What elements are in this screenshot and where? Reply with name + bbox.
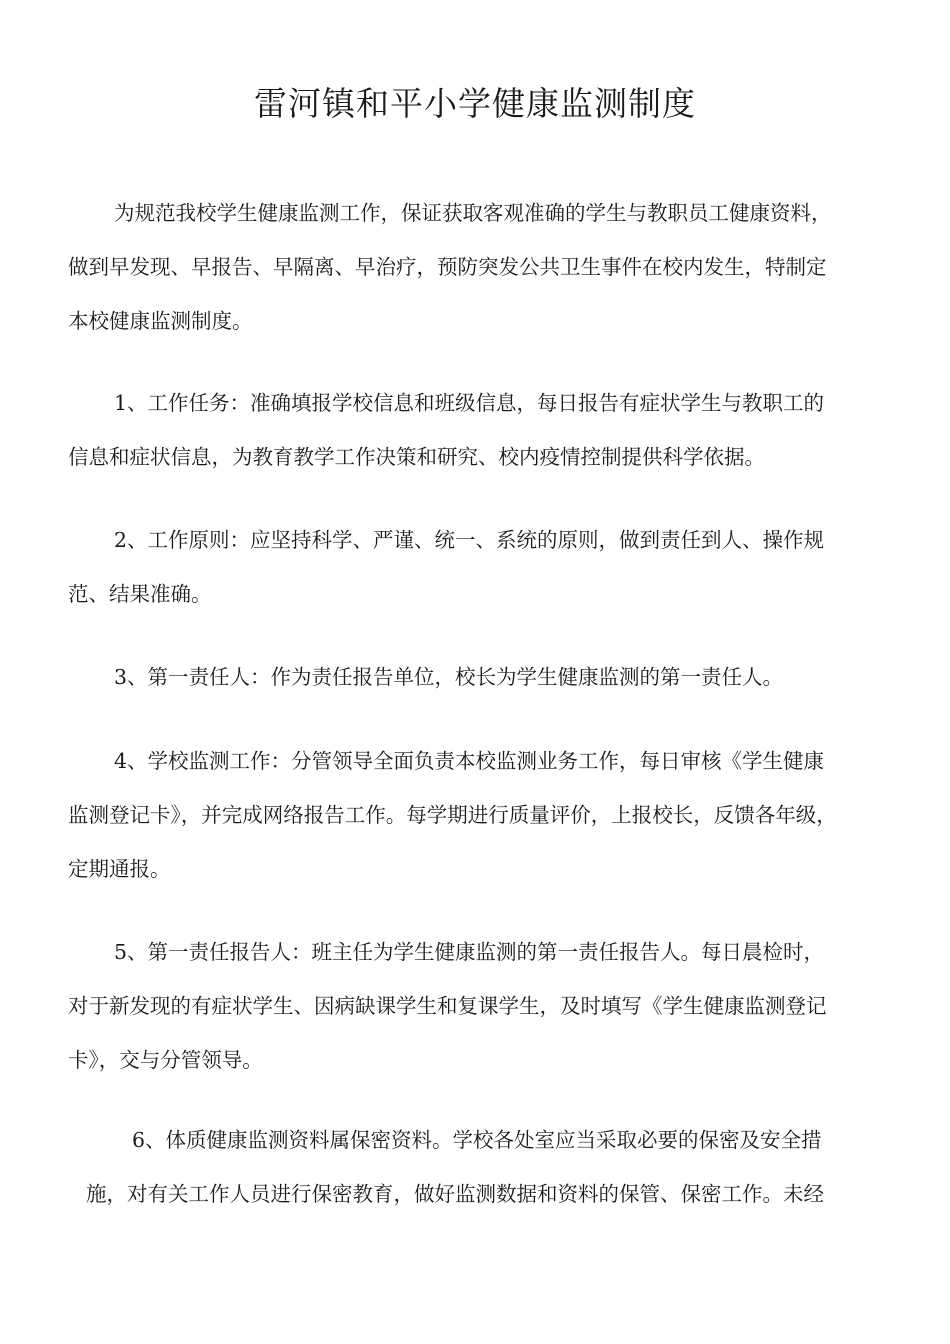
- paragraph-line: 为规范我校学生健康监测工作，保证获取客观准确的学生与教职员工健康资料，: [114, 201, 832, 225]
- item-paragraph-4: [68, 734, 918, 896]
- paragraph-line: 本校健康监测制度。: [68, 309, 253, 333]
- item-paragraph-1: [68, 376, 918, 484]
- paragraph-line: 监测登记卡》，并完成网络报告工作。每学期进行质量评价，上报校长，反馈各年级，: [68, 803, 837, 827]
- document-title: 雷河镇和平小学健康监测制度: [254, 84, 696, 123]
- paragraph-line: 1、工作任务：准确填报学校信息和班级信息，每日报告有症状学生与教职工的: [114, 391, 825, 415]
- paragraph-line: 3、第一责任人：作为责任报告单位，校长为学生健康监测的第一责任人。: [114, 665, 784, 689]
- paragraph-line: 2、工作原则：应坚持科学、严谨、统一、系统的原则，做到责任到人、操作规: [114, 528, 825, 552]
- item-paragraph-6: [68, 1113, 918, 1221]
- paragraph-line: 定期通报。: [68, 857, 171, 881]
- paragraph-line: 6、体质健康监测资料属保密资料。学校各处室应当采取必要的保密及安全措: [132, 1128, 822, 1152]
- item-paragraph-3: [68, 650, 918, 704]
- paragraph-line: 施，对有关工作人员进行保密教育，做好监测数据和资料的保管、保密工作。未经: [86, 1182, 824, 1206]
- paragraph-line: 对于新发现的有症状学生、因病缺课学生和复课学生，及时填写《学生健康监测登记: [68, 994, 827, 1018]
- paragraph-line: 范、结果准确。: [68, 582, 212, 606]
- paragraph-line: 做到早发现、早报告、早隔离、早治疗，预防突发公共卫生事件在校内发生，特制定: [68, 255, 827, 279]
- item-paragraph-5: [68, 925, 918, 1087]
- paragraph-line: 信息和症状信息，为教育教学工作决策和研究、校内疫情控制提供科学依据。: [68, 445, 765, 469]
- paragraph-line: 卡》，交与分管领导。: [68, 1048, 263, 1072]
- item-paragraph-2: [68, 513, 918, 621]
- paragraph-line: 4、学校监测工作：分管领导全面负责本校监测业务工作，每日审核《学生健康: [114, 749, 825, 773]
- paragraph-line: 5、第一责任报告人：班主任为学生健康监测的第一责任报告人。每日晨检时，: [114, 940, 825, 964]
- intro-paragraph: [68, 186, 918, 348]
